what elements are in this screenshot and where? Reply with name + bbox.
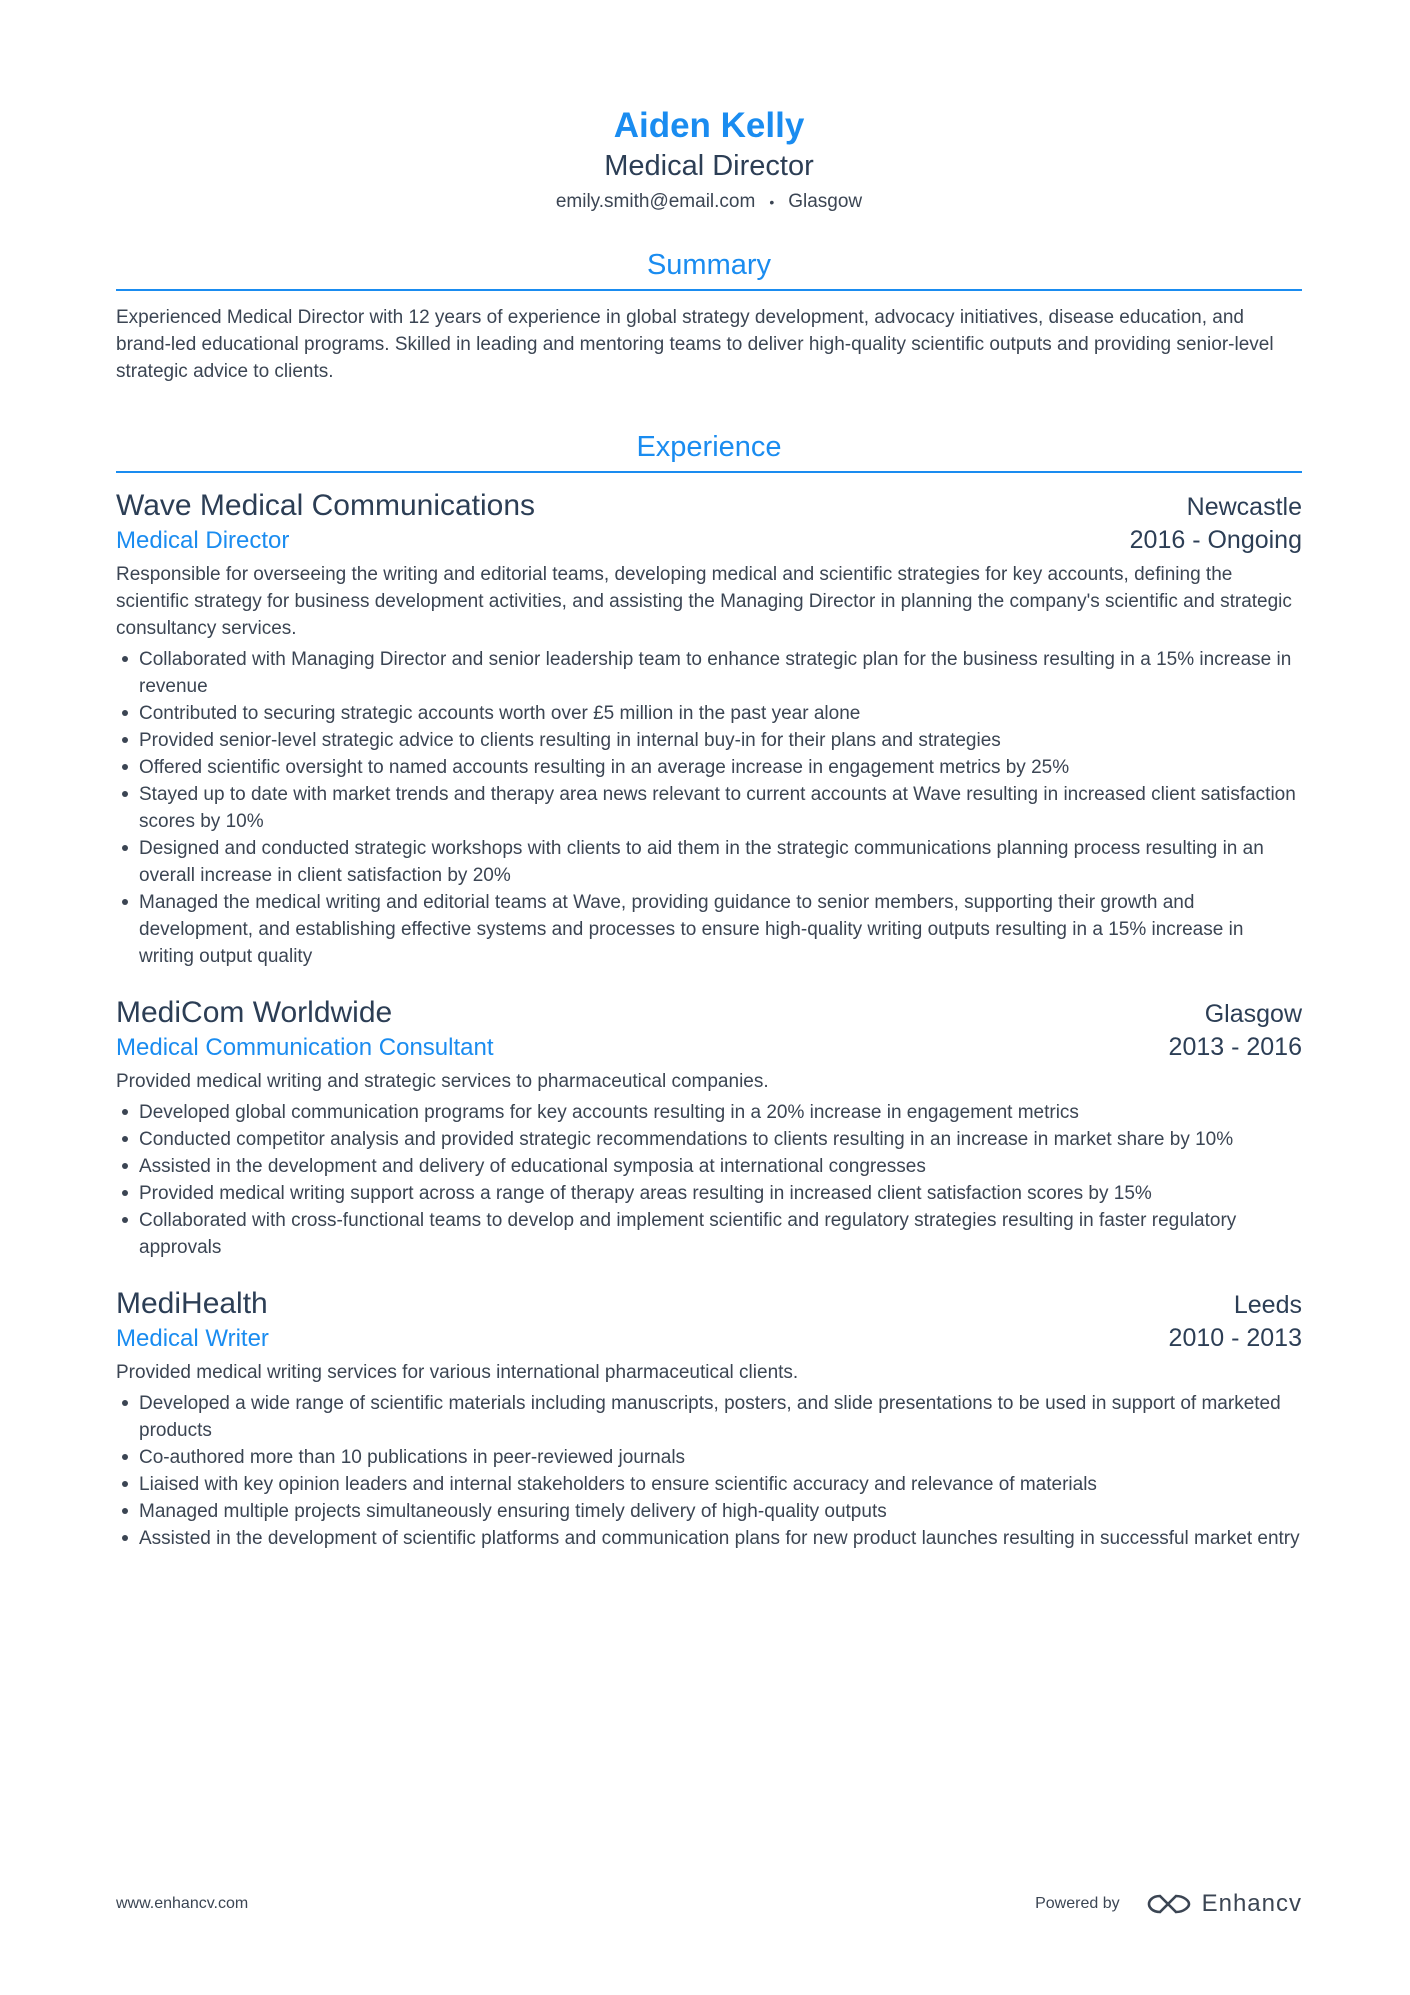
contact-email[interactable]: emily.smith@email.com	[555, 191, 756, 213]
job-entry	[116, 487, 1302, 970]
job-bullet: Contributed to securing strategic accounts worth over £5 million in the past year alone	[116, 700, 1302, 727]
footer-url-link[interactable]: www.enhancv.com	[116, 1895, 249, 1912]
job-position: Medical Director	[116, 527, 290, 555]
job-position: Medical Writer	[116, 1325, 269, 1353]
job-bullets	[116, 1099, 1302, 1261]
job-location: Leeds	[1233, 1291, 1302, 1320]
summary-heading: Summary	[116, 247, 1302, 291]
job-dates: 2010 - 2013	[1168, 1324, 1302, 1353]
powered-by	[1035, 1890, 1302, 1918]
job-dates: 2013 - 2016	[1168, 1033, 1302, 1062]
resume-page	[116, 0, 1302, 1552]
job-bullet: Co-authored more than 10 publications in peer-reviewed journals	[116, 1444, 1302, 1471]
powered-by-label: Powered by	[1035, 1895, 1120, 1912]
job-location: Glasgow	[1204, 1000, 1302, 1029]
candidate-title: Medical Director	[604, 150, 814, 182]
job-bullet: Managed the medical writing and editorial teams at Wave, providing guidance to senior members, supporting their growth and development, and establishing effective systems and processes to ensure high-quality writing outputs resulting in a 15% increase in writing output quality	[116, 889, 1302, 970]
job-bullet: Provided medical writing support across a range of therapy areas resulting in increased client satisfaction scores by 15%	[116, 1180, 1302, 1207]
experience-heading: Experience	[116, 429, 1302, 473]
job-bullet: Developed global communication programs for key accounts resulting in a 20% increase in engagement metrics	[116, 1099, 1302, 1126]
job-bullet: Conducted competitor analysis and provided strategic recommendations to clients resulting in an increase in market share by 10%	[116, 1126, 1302, 1153]
resume-header	[116, 0, 1302, 214]
job-bullet: Provided senior-level strategic advice to clients resulting in internal buy-in for their plans and strategies	[116, 727, 1302, 754]
job-bullet: Assisted in the development and delivery of educational symposia at international congresses	[116, 1153, 1302, 1180]
job-entry	[116, 994, 1302, 1261]
job-description: Provided medical writing services for various international pharmaceutical clients.	[116, 1362, 799, 1384]
page-footer	[116, 1890, 1302, 1918]
contact-line	[116, 190, 1302, 214]
summary-text: Experienced Medical Director with 12 years of experience in global strategy development, advocacy initiatives, disease education, and brand-led educational programs. Skilled in leading and mentoring teams to deliver high-quality scientific outputs and providing senior-level strategic advice to clients.	[116, 307, 1274, 383]
enhancv-brand-name: Enhancv	[1201, 1890, 1302, 1917]
job-location: Newcastle	[1186, 493, 1302, 522]
contact-separator: •	[769, 194, 775, 210]
job-dates: 2016 - Ongoing	[1129, 526, 1302, 555]
job-description: Provided medical writing and strategic services to pharmaceutical companies.	[116, 1071, 769, 1093]
enhancv-logo-icon	[1146, 1892, 1192, 1916]
job-company: Wave Medical Communications	[116, 489, 536, 523]
enhancv-brand[interactable]	[1146, 1890, 1302, 1918]
job-entry	[116, 1285, 1302, 1552]
job-position: Medical Communication Consultant	[116, 1034, 494, 1062]
job-company: MediCom Worldwide	[116, 996, 393, 1030]
job-bullet: Managed multiple projects simultaneously ensuring timely delivery of high-quality outputs	[116, 1498, 1302, 1525]
job-bullets	[116, 646, 1302, 970]
job-bullet: Collaborated with Managing Director and senior leadership team to enhance strategic plan for the business resulting in a 15% increase in revenue	[116, 646, 1302, 700]
job-bullet: Collaborated with cross-functional teams to develop and implement scientific and regulatory strategies resulting in faster regulatory approvals	[116, 1207, 1302, 1261]
contact-location: Glasgow	[788, 191, 863, 213]
job-description: Responsible for overseeing the writing and editorial teams, developing medical and scientific strategies for key accounts, defining the scientific strategy for business development activities, and assisting the Managing Director in planning the company's scientific and strategic consultancy services.	[116, 564, 1292, 640]
job-bullet: Stayed up to date with market trends and therapy area news relevant to current accounts at Wave resulting in increased client satisfaction scores by 10%	[116, 781, 1302, 835]
job-bullet: Liaised with key opinion leaders and internal stakeholders to ensure scientific accuracy and relevance of materials	[116, 1471, 1302, 1498]
job-company: MediHealth	[116, 1287, 268, 1321]
job-bullet: Designed and conducted strategic workshops with clients to aid them in the strategic communications planning process resulting in an overall increase in client satisfaction by 20%	[116, 835, 1302, 889]
job-bullet: Offered scientific oversight to named accounts resulting in an average increase in engagement metrics by 25%	[116, 754, 1302, 781]
job-bullets	[116, 1390, 1302, 1552]
job-bullet: Developed a wide range of scientific materials including manuscripts, posters, and slide presentations to be used in support of marketed products	[116, 1390, 1302, 1444]
candidate-name: Aiden Kelly	[613, 106, 805, 145]
job-bullet: Assisted in the development of scientific platforms and communication plans for new product launches resulting in successful market entry	[116, 1525, 1302, 1552]
